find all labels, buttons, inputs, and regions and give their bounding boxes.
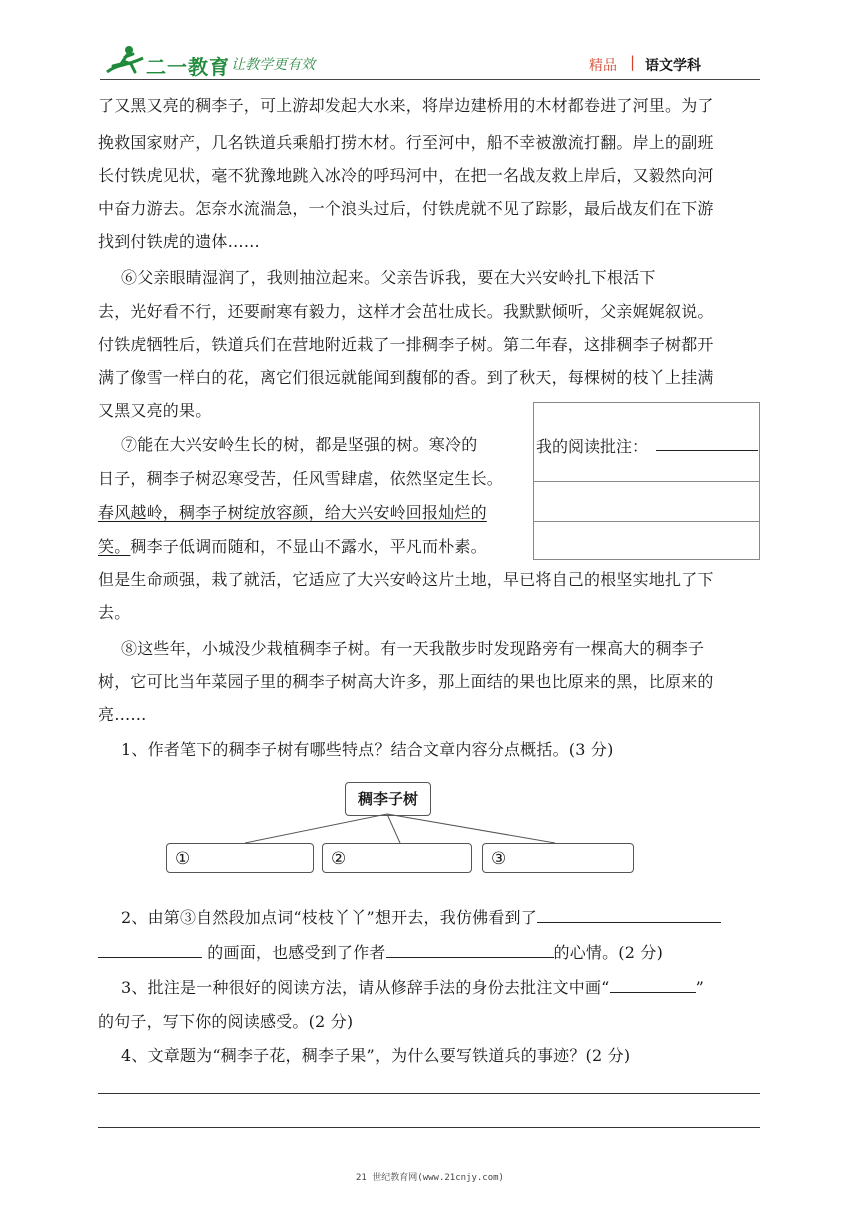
question-2-text: 的心情。(2 分) <box>553 943 664 962</box>
underlined-sentence-end: 笑。 <box>98 537 131 556</box>
running-man-logo-icon <box>103 44 145 78</box>
page-header <box>0 0 860 80</box>
answer-line[interactable] <box>98 1093 760 1094</box>
passage-line: 亮…… <box>98 705 147 724</box>
passage-line: 了又黑又亮的稠李子，可上游却发起大水来，将岸边建桥用的木材都卷进了河里。为了 <box>98 96 714 115</box>
diagram-title: 稠李子树 <box>345 782 431 816</box>
annotation-row-divider <box>534 481 759 482</box>
logo-text: 二一教育 <box>146 55 230 79</box>
reading-annotation-box[interactable] <box>533 402 760 560</box>
underline-mark <box>610 978 696 993</box>
question-3-text: ” <box>695 978 704 997</box>
annotation-answer-line[interactable] <box>656 450 758 451</box>
passage-text: 稠李子低调而随和，不显山不露水，平凡而朴素。 <box>130 537 487 556</box>
annotation-label: 我的阅读批注： <box>536 437 649 456</box>
question-2-line-2 <box>98 943 663 963</box>
question-3-line-1 <box>121 978 704 998</box>
answer-blank[interactable] <box>386 943 554 958</box>
passage-line: 付铁虎牺牲后，铁道兵们在营地附近栽了一排稠李子树。第二年春，这排稠李子树都开 <box>98 335 714 354</box>
passage-line: 找到付铁虎的遗体…… <box>98 232 261 251</box>
question-4: 4、文章题为“稠李子花，稠李子果”，为什么要写铁道兵的事迹？(2 分) <box>121 1046 631 1065</box>
underlined-sentence: 春风越岭，稠李子树绽放容颜，给大兴安岭回报灿烂的 <box>98 503 487 522</box>
passage-line: 中奋力游去。怎奈水流湍急，一个浪头过后，付铁虎就不见了踪影，最后战友们在下游 <box>98 199 714 218</box>
passage-line: 日子，稠李子树忍寒受苦，任风雪肆虐，依然坚定生长。 <box>98 469 504 488</box>
passage-line: ⑦能在大兴安岭生长的树，都是坚强的树。寒冷的 <box>121 435 478 454</box>
answer-blank[interactable] <box>537 908 721 923</box>
quality-tag: 精品 <box>589 58 617 74</box>
passage-line: 又黑又亮的果。 <box>98 401 212 420</box>
diagram-answer-box-2[interactable]: ② <box>322 843 472 873</box>
slogan: / 让教学更有效 <box>222 57 316 73</box>
passage-line: 长付铁虎见状，毫不犹豫地跳入冰冷的呼玛河中，在把一名战友救上岸后，又毅然向河 <box>98 166 714 185</box>
question-3-line-2: 的句子，写下你的阅读感受。(2 分) <box>98 1012 354 1031</box>
passage-line <box>98 537 487 557</box>
passage-line: 但是生命顽强，栽了就活，它适应了大兴安岭这片土地，早已将自己的根坚实地扎了下 <box>98 570 714 589</box>
question-2-text: 2、由第③自然段加点词“枝枝丫丫”想开去，我仿佛看到了 <box>121 908 537 927</box>
passage-line: 去，光好看不行，还要耐寒有毅力，这样才会茁壮成长。我默默倾听，父亲娓娓叙说。 <box>98 302 714 321</box>
question-3-text: 3、批注是一种很好的阅读方法，请从修辞手法的身份去批注文中画“ <box>121 978 610 997</box>
answer-line[interactable] <box>98 1127 760 1128</box>
passage-line: ⑥父亲眼睛湿润了，我则抽泣起来。父亲告诉我，要在大兴安岭扎下根活下 <box>121 268 656 287</box>
diagram-answer-box-3[interactable]: ③ <box>482 843 634 873</box>
question-1: 1、作者笔下的稠李子树有哪些特点？结合文章内容分点概括。(3 分) <box>121 740 614 759</box>
header-divider <box>100 79 760 80</box>
question-2-text: 的画面，也感受到了作者 <box>207 943 386 962</box>
passage-line: 树，它可比当年菜园子里的稠李子树高大许多，那上面结的果也比原来的黑，比原来的 <box>98 672 714 691</box>
passage-line: 满了像雪一样白的花，离它们很远就能闻到馥郁的香。到了秋天，每棵树的枝丫上挂满 <box>98 368 714 387</box>
page-footer: 21 世纪教育网(www.21cnjy.com) <box>356 1173 504 1183</box>
question-2-line-1 <box>121 908 721 928</box>
tag-separator: | <box>630 53 636 71</box>
annotation-row-divider <box>534 521 759 522</box>
subject-tag: 语文学科 <box>645 58 701 74</box>
passage-line: ⑧这些年，小城没少栽植稠李子树。有一天我散步时发现路旁有一棵高大的稠李子 <box>121 639 705 658</box>
answer-blank[interactable] <box>98 943 202 958</box>
passage-line: 去。 <box>98 603 131 622</box>
diagram-answer-box-1[interactable]: ① <box>166 843 314 873</box>
passage-line: 挽救国家财产，几名铁道兵乘船打捞木材。行至河中，船不幸被激流打翻。岸上的副班 <box>98 133 714 152</box>
